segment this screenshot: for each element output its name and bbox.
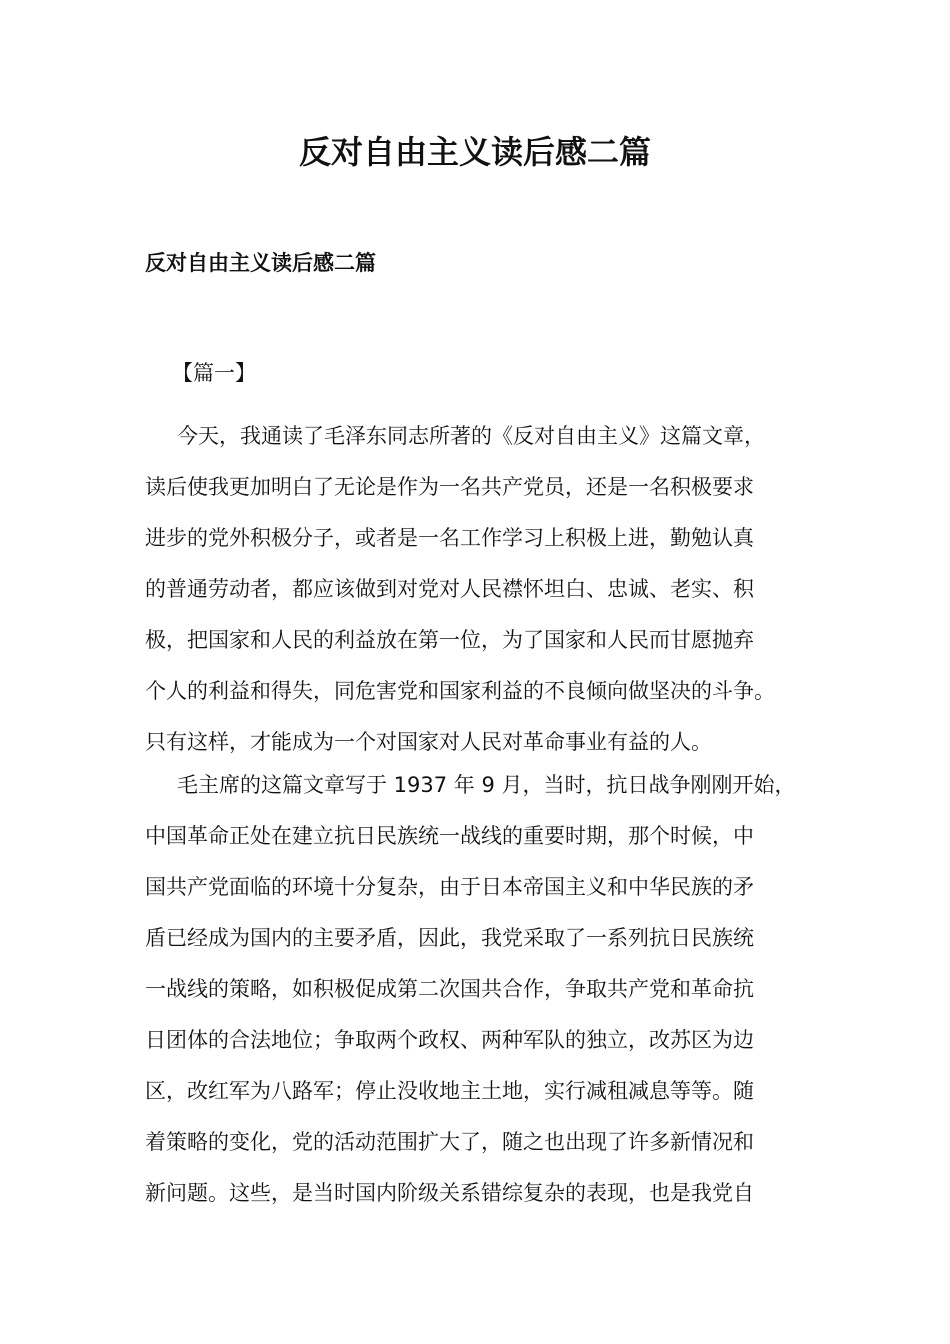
paragraph-line: 只有这样，才能成为一个对国家对人民对革命事业有益的人。 xyxy=(145,730,712,754)
paragraph-line: 进步的党外积极分子，或者是一名工作学习上积极上进，勤勉认真 xyxy=(145,526,754,550)
paragraph-line: 个人的利益和得失，同危害党和国家利益的不良倾向做坚决的斗争。 xyxy=(145,679,775,703)
paragraph-line: 读后使我更加明白了无论是作为一名共产党员，还是一名积极要求 xyxy=(145,475,754,499)
paragraph-line: 极，把国家和人民的利益放在第一位，为了国家和人民而甘愿抛弃 xyxy=(145,628,754,652)
paragraph-line: 着策略的变化，党的活动范围扩大了，随之也出现了许多新情况和 xyxy=(145,1130,754,1154)
paragraph-1 xyxy=(145,411,805,768)
paragraph-line: 区，改红军为八路军；停止没收地主土地，实行减租减息等等。随 xyxy=(145,1079,754,1103)
paragraph-line: 盾已经成为国内的主要矛盾，因此，我党采取了一系列抗日民族统 xyxy=(145,926,754,950)
paragraph-line: 新问题。这些，是当时国内阶级关系错综复杂的表现，也是我党自 xyxy=(145,1181,754,1205)
paragraph-line: 国共产党面临的环境十分复杂，由于日本帝国主义和中华民族的矛 xyxy=(145,875,754,899)
section-label: 【篇一】 xyxy=(172,361,256,385)
paragraph-line: 日团体的合法地位；争取两个政权、两种军队的独立，改苏区为边 xyxy=(145,1028,754,1052)
document-subtitle: 反对自由主义读后感二篇 xyxy=(145,251,376,275)
paragraph-line: 一战线的策略，如积极促成第二次国共合作，争取共产党和革命抗 xyxy=(145,977,754,1001)
paragraph-2 xyxy=(145,760,805,1219)
document-title: 反对自由主义读后感二篇 xyxy=(298,133,651,171)
paragraph-line: 的普通劳动者，都应该做到对党对人民襟怀坦白、忠诚、老实、积 xyxy=(145,577,754,601)
paragraph-line: 中国革命正处在建立抗日民族统一战线的重要时期，那个时候，中 xyxy=(145,824,754,848)
paragraph-line: 毛主席的这篇文章写于 1937 年 9 月，当时，抗日战争刚刚开始， xyxy=(177,773,796,797)
paragraph-line: 今天，我通读了毛泽东同志所著的《反对自由主义》这篇文章， xyxy=(177,424,765,448)
